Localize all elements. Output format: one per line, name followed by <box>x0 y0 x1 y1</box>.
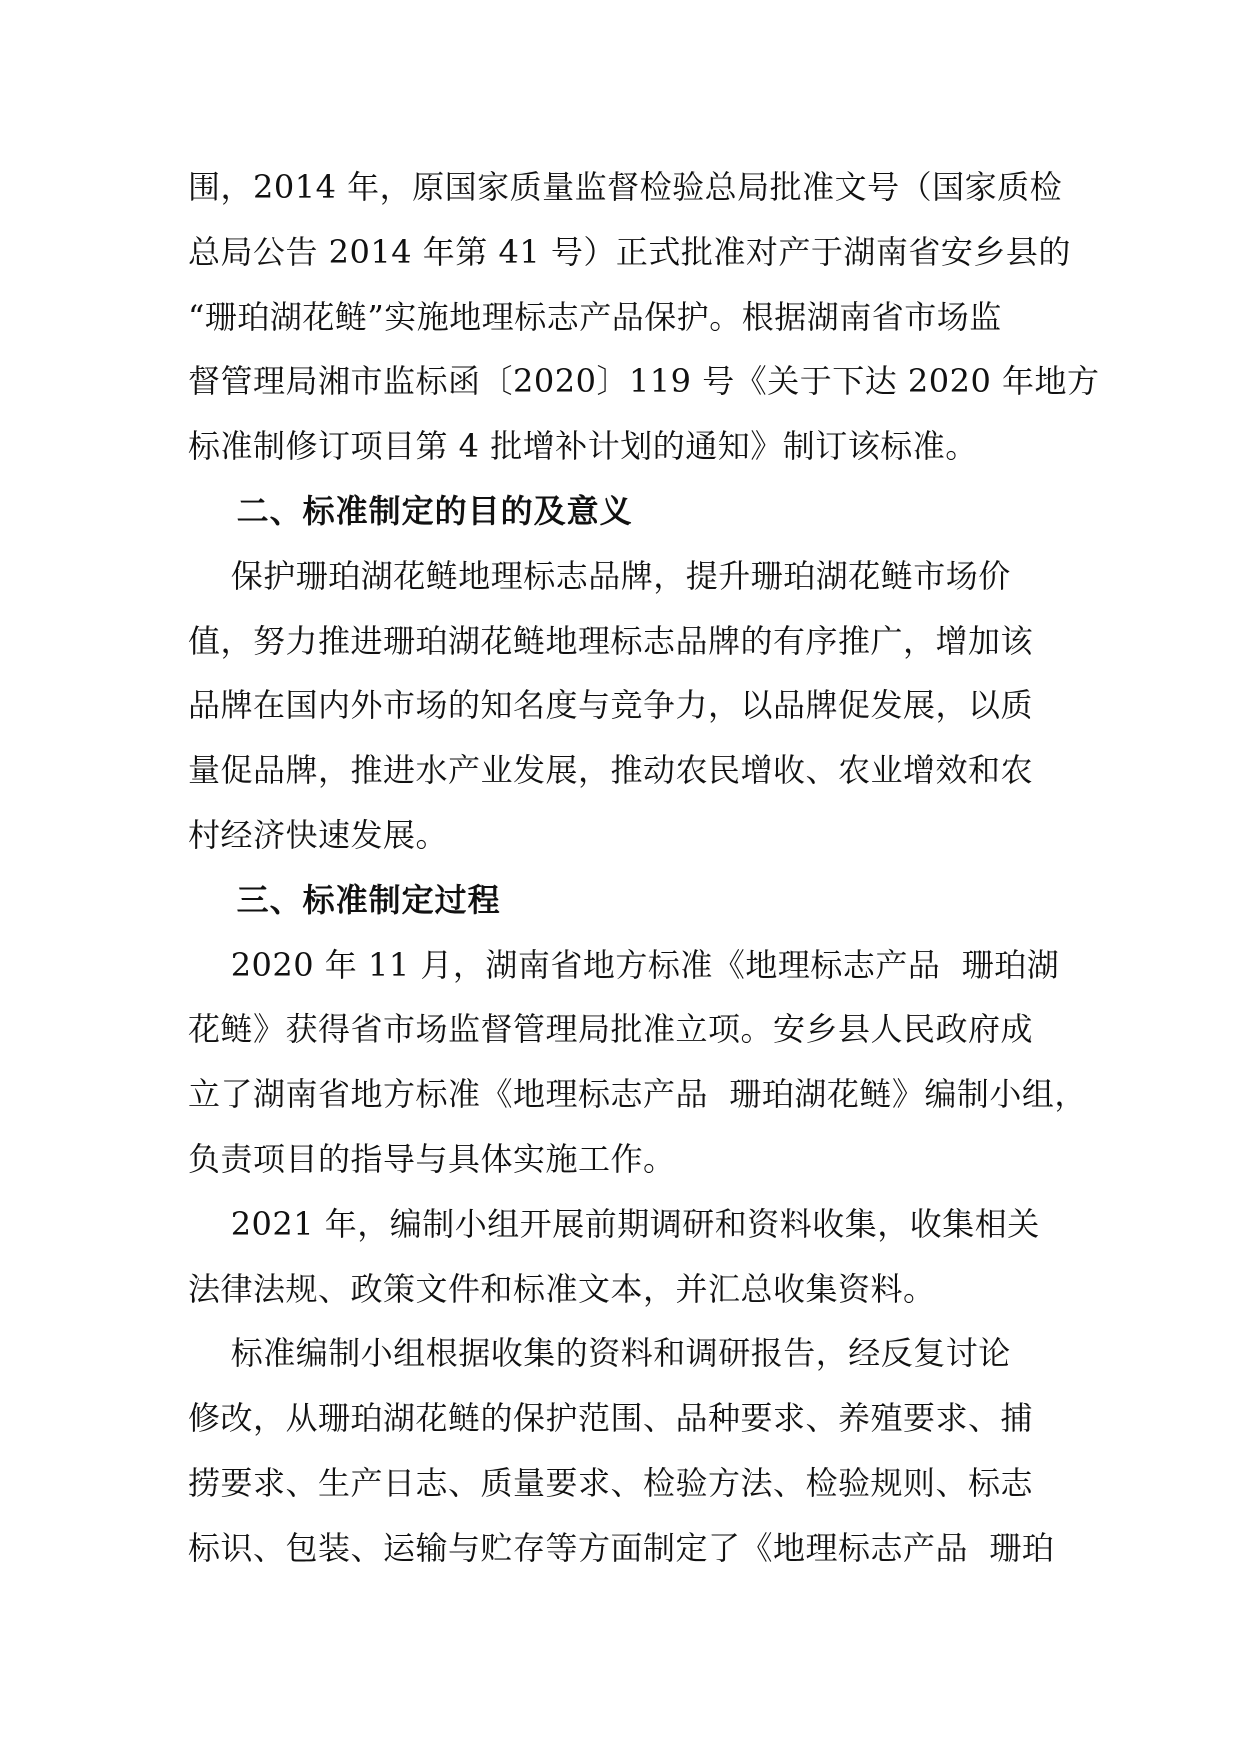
text-line: “珊珀湖花鲢”实施地理标志产品保护。根据湖南省市场监 <box>188 297 1002 336</box>
text-line: 村经济快速发展。 <box>188 815 449 854</box>
text-line: 标识、包装、运输与贮存等方面制定了《地理标志产品 珊珀 <box>188 1528 1055 1567</box>
text-line: 负责项目的指导与具体实施工作。 <box>188 1139 676 1178</box>
text-line: 2020 年 11 月，湖南省地方标准《地理标志产品 珊珀湖 <box>188 945 1060 984</box>
text-line: 法律法规、政策文件和标准文本，并汇总收集资料。 <box>188 1269 936 1308</box>
text-line: 2021 年，编制小组开展前期调研和资料收集，收集相关 <box>188 1204 1040 1243</box>
section-2-heading: 二、标准制定的目的及意义 <box>188 491 633 530</box>
text-line: 品牌在国内外市场的知名度与竞争力，以品牌促发展，以质 <box>188 686 1034 725</box>
text-line: 立了湖南省地方标准《地理标志产品 珊珀湖花鲢》编制小组， <box>188 1075 1087 1114</box>
intro-paragraph <box>188 155 1100 479</box>
text-line: 总局公告 2014 年第 41 号）正式批准对产于湖南省安乡县的 <box>188 232 1071 271</box>
text-line: 标准编制小组根据收集的资料和调研报告，经反复讨论 <box>188 1334 1011 1373</box>
text-line: 值，努力推进珊珀湖花鲢地理标志品牌的有序推广，增加该 <box>188 621 1034 660</box>
text-line: 捞要求、生产日志、质量要求、检验方法、检验规则、标志 <box>188 1463 1034 1502</box>
text-line: 标准制修订项目第 4 批增补计划的通知》制订该标准。 <box>188 427 978 466</box>
text-line: 围，2014 年，原国家质量监督检验总局批准文号（国家质检 <box>188 168 1063 206</box>
document-body <box>188 155 1100 1581</box>
text-line: 花鲢》获得省市场监督管理局批准立项。安乡县人民政府成 <box>188 1010 1034 1049</box>
section-3-paragraph-1 <box>188 933 1087 1192</box>
section-3-paragraph-3 <box>188 1321 1054 1580</box>
section-2-paragraph <box>188 544 1054 868</box>
section-3-heading: 三、标准制定过程 <box>188 880 501 919</box>
text-line: 量促品牌，推进水产业发展，推动农民增收、农业增效和农 <box>188 751 1034 790</box>
text-line: 修改，从珊珀湖花鲢的保护范围、品种要求、养殖要求、捕 <box>188 1399 1034 1438</box>
text-line: 督管理局湘市监标函〔2020〕119 号《关于下达 2020 年地方 <box>188 362 1100 401</box>
section-3-paragraph-2 <box>188 1192 1054 1322</box>
text-line: 保护珊珀湖花鲢地理标志品牌，提升珊珀湖花鲢市场价 <box>188 556 1011 595</box>
